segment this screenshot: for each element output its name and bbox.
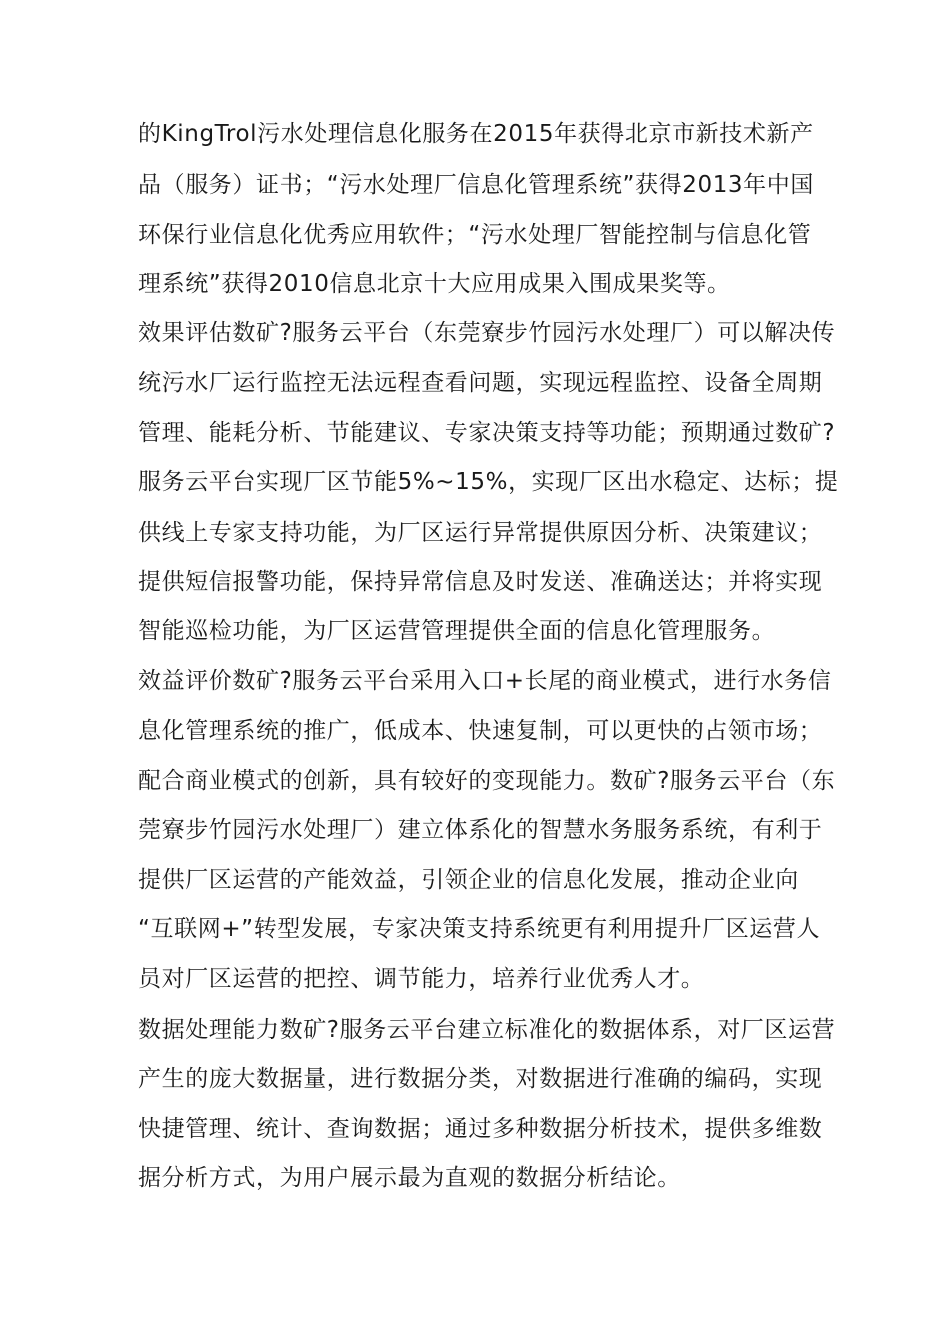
text-line: 理系统”获得2010信息北京十大应用成果入围成果奖等。: [138, 271, 731, 297]
text-line: 的KingTrol污水处理信息化服务在2015年获得北京市新技术新产: [138, 121, 814, 147]
text-line: 服务云平台实现厂区节能5%~15%，实现厂区出水稳定、达标；提: [138, 469, 839, 495]
text-line: 效益评价数矿?服务云平台采用入口+长尾的商业模式，进行水务信: [138, 668, 832, 694]
text-line: 管理、能耗分析、节能建议、专家决策支持等功能；预期通过数矿?: [138, 420, 836, 446]
text-line: 配合商业模式的创新，具有较好的变现能力。数矿?服务云平台（东: [138, 768, 836, 794]
text-line: 产生的庞大数据量，进行数据分类，对数据进行准确的编码，实现: [138, 1066, 823, 1092]
text-line: 莞寮步竹园污水处理厂）建立体系化的智慧水务服务系统，有利于: [138, 817, 823, 843]
text-line: 员对厂区运营的把控、调节能力，培养行业优秀人才。: [138, 966, 705, 992]
text-line: 息化管理系统的推广，低成本、快速复制，可以更快的占领市场；: [138, 718, 823, 744]
text-line: 效果评估数矿?服务云平台（东莞寮步竹园污水处理厂）可以解决传: [138, 320, 836, 346]
text-line: “互联网+”转型发展，专家决策支持系统更有利用提升厂区运营人: [138, 916, 821, 942]
text-line: 据分析方式，为用户展示最为直观的数据分析结论。: [138, 1165, 681, 1191]
text-line: 数据处理能力数矿?服务云平台建立标准化的数据体系，对厂区运营: [138, 1017, 836, 1043]
text-line: 供线上专家支持功能，为厂区运行异常提供原因分析、决策建议；: [138, 520, 823, 546]
text-line: 智能巡检功能，为厂区运营管理提供全面的信息化管理服务。: [138, 618, 776, 644]
text-line: 统污水厂运行监控无法远程查看问题，实现远程监控、设备全周期: [138, 370, 823, 396]
text-line: 提供厂区运营的产能效益，引领企业的信息化发展，推动企业向: [138, 867, 799, 893]
text-line: 环保行业信息化优秀应用软件；“污水处理厂智能控制与信息化管: [138, 222, 812, 248]
text-line: 提供短信报警功能，保持异常信息及时发送、准确送达；并将实现: [138, 569, 823, 595]
text-line: 品（服务）证书；“污水处理厂信息化管理系统”获得2013年中国: [138, 172, 814, 198]
text-line: 快捷管理、统计、查询数据；通过多种数据分析技术，提供多维数: [138, 1116, 823, 1142]
